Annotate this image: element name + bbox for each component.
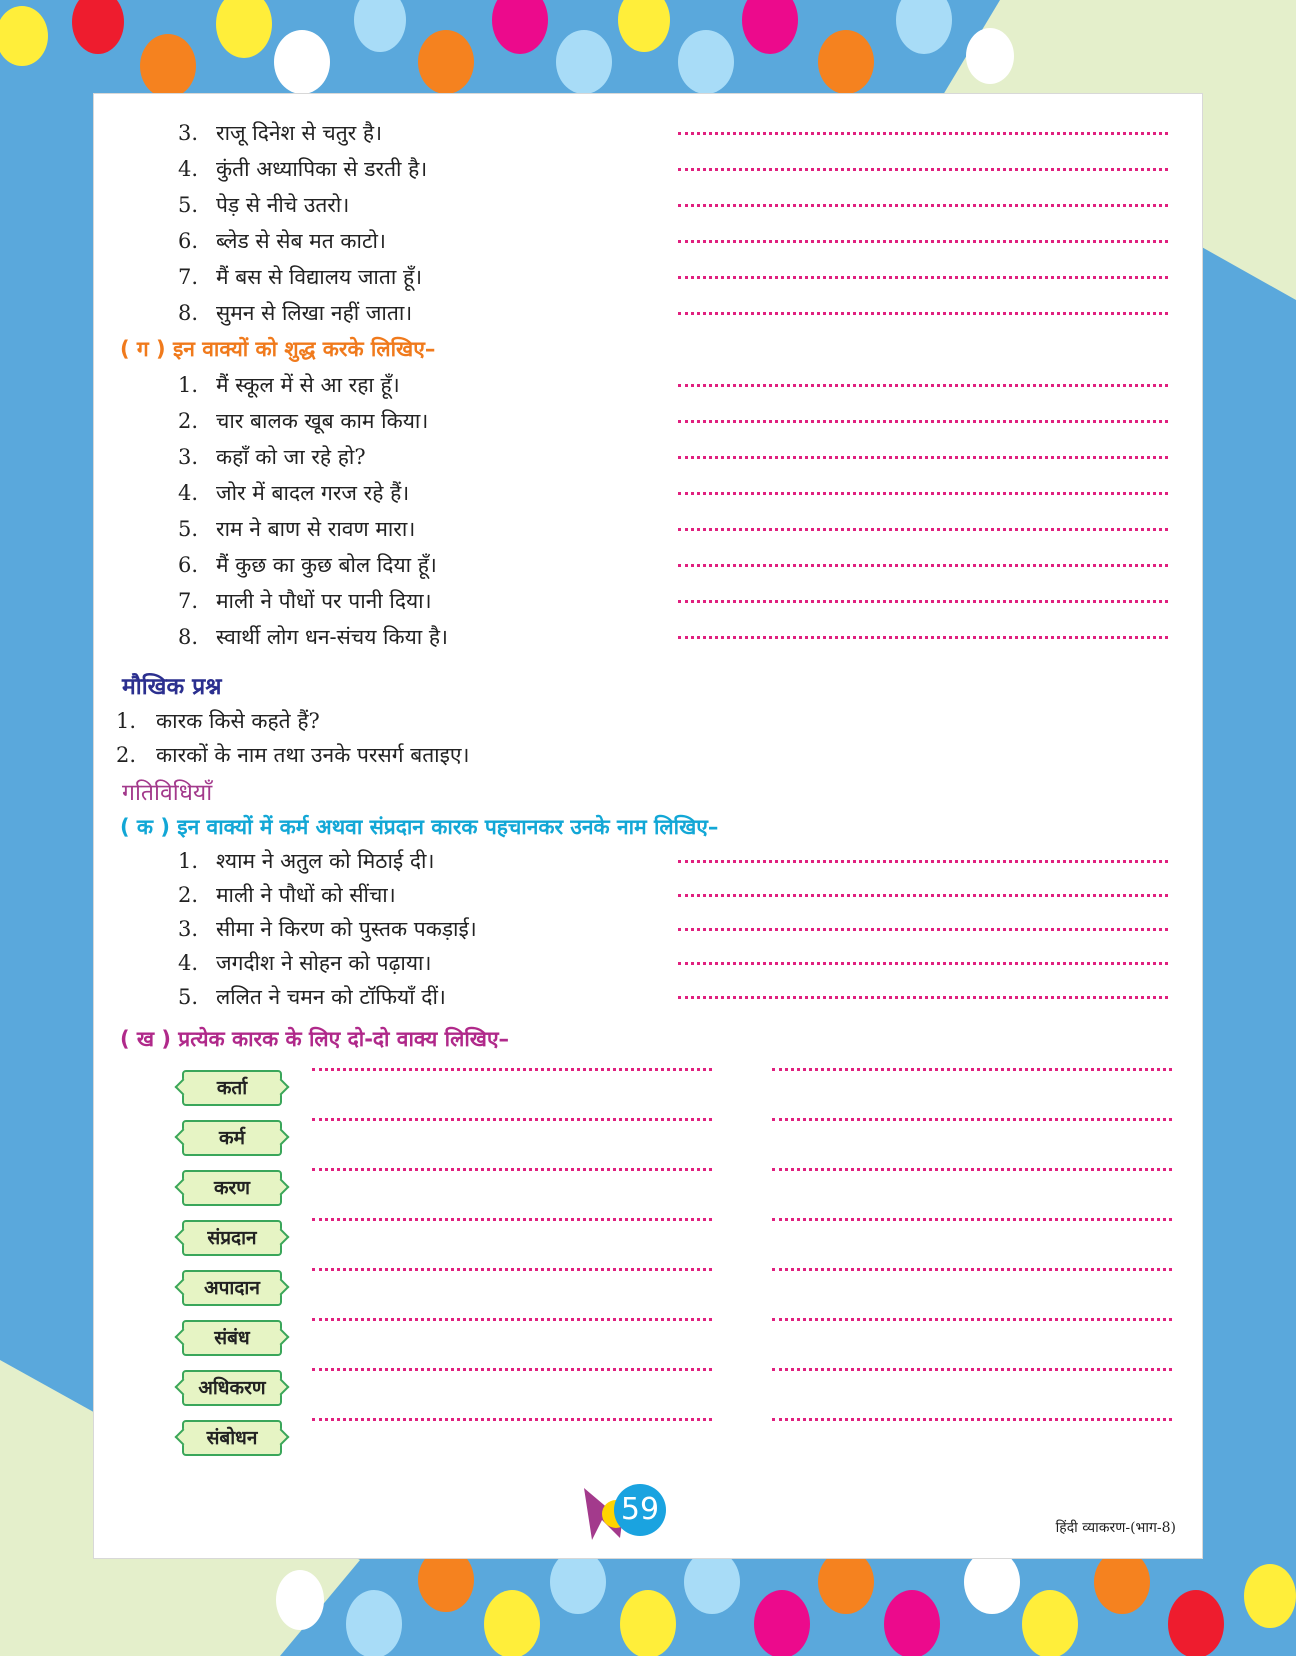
answer-line[interactable]: [678, 600, 1168, 603]
karak-tag: करण: [182, 1170, 282, 1206]
answer-line[interactable]: [312, 1318, 712, 1321]
answer-line[interactable]: [772, 1368, 1172, 1371]
answer-line[interactable]: [772, 1068, 1172, 1071]
karak-tag: संबंध: [182, 1320, 282, 1356]
answer-line[interactable]: [678, 384, 1168, 387]
answer-line[interactable]: [772, 1118, 1172, 1121]
section-kha-heading: ( ख ) प्रत्येक कारक के लिए दो-दो वाक्य लिखिए–: [120, 1027, 510, 1051]
answer-line[interactable]: [312, 1268, 712, 1271]
answer-line[interactable]: [678, 528, 1168, 531]
answer-line[interactable]: [678, 996, 1168, 999]
answer-line[interactable]: [312, 1368, 712, 1371]
karak-tag: अधिकरण: [182, 1370, 282, 1406]
answer-line[interactable]: [678, 420, 1168, 423]
answer-line[interactable]: [678, 492, 1168, 495]
karak-tag: कर्म: [182, 1120, 282, 1156]
answer-line[interactable]: [678, 456, 1168, 459]
answer-line[interactable]: [772, 1218, 1172, 1221]
answer-line[interactable]: [772, 1418, 1172, 1421]
answer-line[interactable]: [678, 894, 1168, 897]
karak-tag: कर्ता: [182, 1070, 282, 1106]
answer-line[interactable]: [678, 240, 1168, 243]
answer-line[interactable]: [678, 312, 1168, 315]
answer-line[interactable]: [678, 564, 1168, 567]
section-ka-heading: ( क ) इन वाक्यों में कर्म अथवा संप्रदान कारक पहचानकर उनके नाम लिखिए–: [120, 815, 719, 839]
worksheet-page: 3. राजू दिनेश से चतुर है। 4. कुंती अध्यापिका से डरती है। 5. पेड़ से नीचे उतरो। 6. ब्लेड से सेब मत काटो। 7. मैं बस से विद्यालय जाता हूँ। 8. सुमन से लिखा नहीं जाता। ( ग ) इन वाक्यों को शुद्ध करके लिखिए– 1. मैं स्कूल में से आ रहा हूँ। 2. चार बालक खूब काम किया। 3. कहाँ को जा रहे हो? 4. जोर में बादल गरज रहे हैं। 5. राम ने बाण से रावण मारा। 6. मैं कुछ का कुछ बोल दिया हूँ। 7. माली ने पौधों पर पानी दिया। 8. स्वार्थी लोग धन-संचय किया है। मौखिक प्रश्न 1. कारक किसे कहते हैं? 2. कारकों के नाम तथा उनके परसर्ग बताइए। गतिविधियाँ ( क ) इन वाक्यों में कर्म अथवा संप्रदान कारक पहचानकर उनके नाम लिखिए– 1. श्याम ने अतुल को मिठाई दी। 2. माली ने पौधों को सींचा। 3. सीमा ने किरण को पुस्तक पकड़ाई। 4. जगदीश ने सोहन को पढ़ाया। 5. ललित ने चमन को टॉफियाँ दीं। ( ख ) प्रत्येक कारक के लिए दो-दो वाक्य लिखिए– कर्ता कर्म करण संप्रदान अपादान संबंध अधिकरण संबोधन हिंदी व्याकरण-(भाग-8): [94, 94, 1202, 1558]
karak-tag: अपादान: [182, 1270, 282, 1306]
answer-line[interactable]: [312, 1068, 712, 1071]
page-number: 59: [614, 1484, 666, 1536]
answer-line[interactable]: [678, 168, 1168, 171]
footer-book-title: हिंदी व्याकरण-(भाग-8): [1055, 1520, 1176, 1536]
answer-line[interactable]: [312, 1218, 712, 1221]
oral-questions-heading: मौखिक प्रश्न: [122, 674, 222, 700]
answer-line[interactable]: [772, 1168, 1172, 1171]
answer-line[interactable]: [678, 636, 1168, 639]
answer-line[interactable]: [312, 1168, 712, 1171]
section-ga-heading: ( ग ) इन वाक्यों को शुद्ध करके लिखिए–: [120, 337, 436, 361]
karak-tag: संप्रदान: [182, 1220, 282, 1256]
answer-line[interactable]: [678, 204, 1168, 207]
answer-line[interactable]: [678, 860, 1168, 863]
answer-line[interactable]: [772, 1268, 1172, 1271]
answer-line[interactable]: [678, 132, 1168, 135]
activities-heading: गतिविधियाँ: [122, 780, 213, 806]
answer-line[interactable]: [678, 276, 1168, 279]
answer-line[interactable]: [312, 1118, 712, 1121]
karak-tag: संबोधन: [182, 1420, 282, 1456]
answer-line[interactable]: [312, 1418, 712, 1421]
answer-line[interactable]: [678, 962, 1168, 965]
answer-line[interactable]: [678, 928, 1168, 931]
answer-line[interactable]: [772, 1318, 1172, 1321]
